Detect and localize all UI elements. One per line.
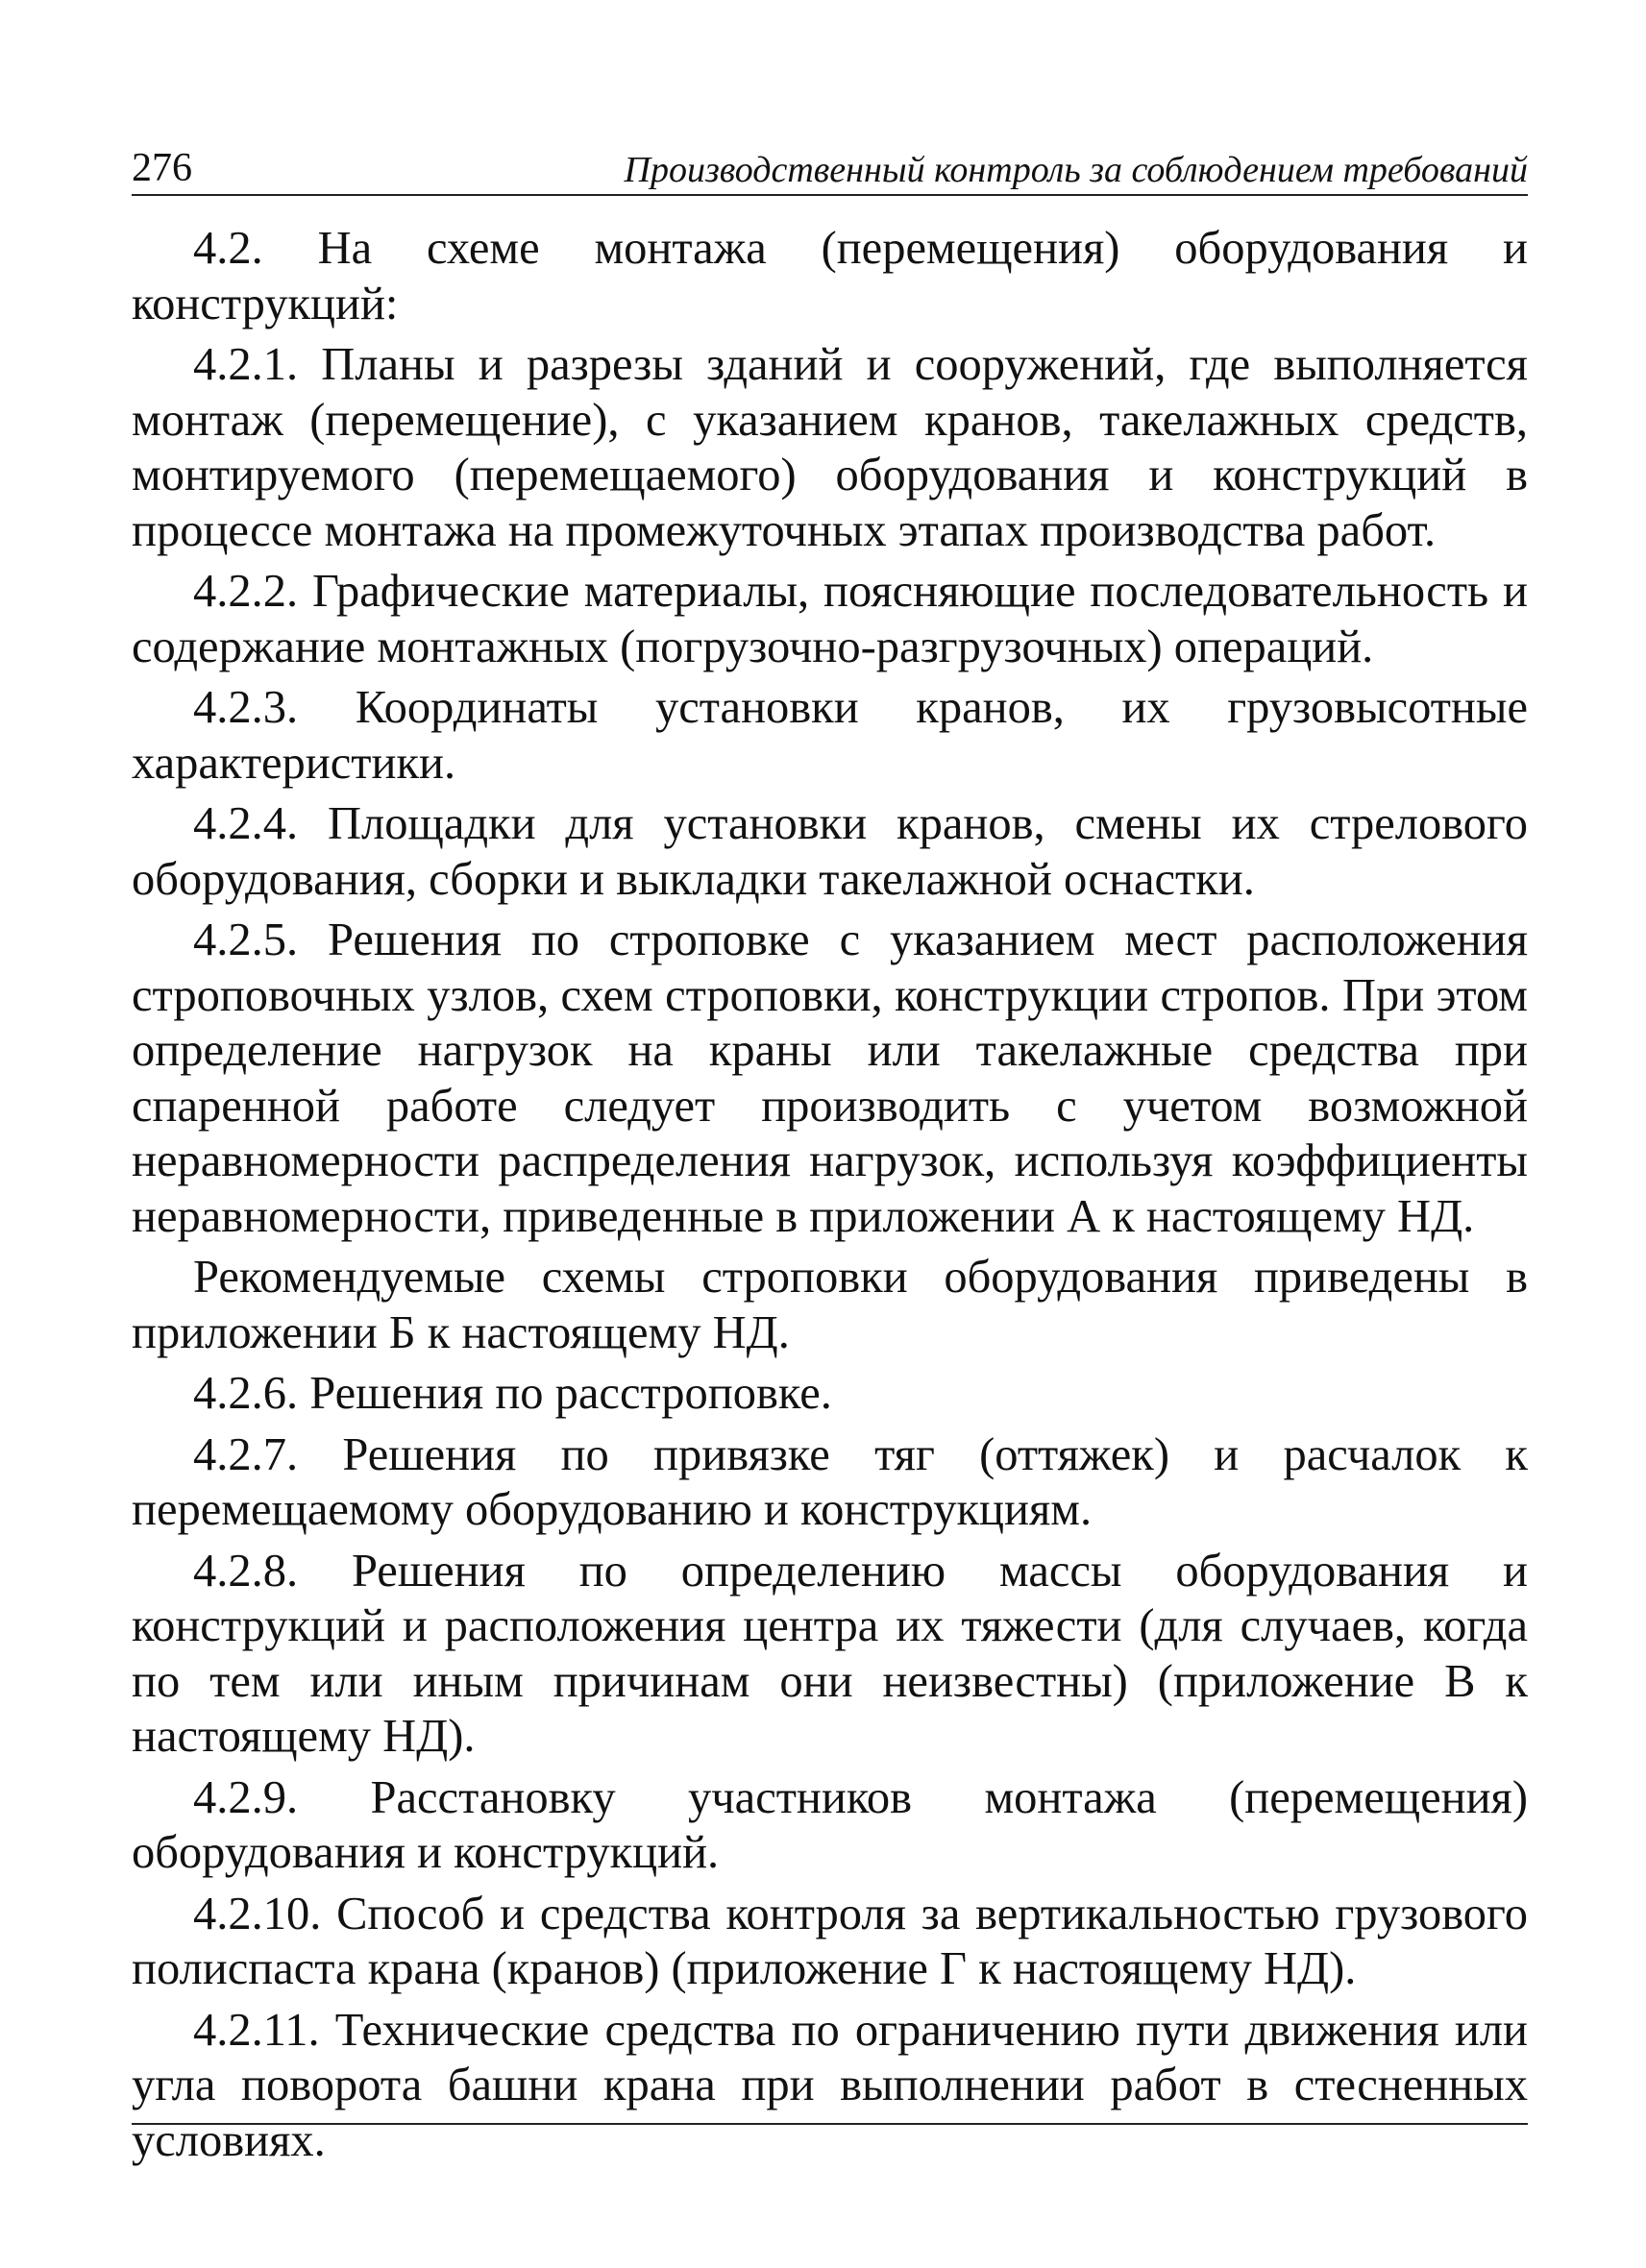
footer-rule bbox=[132, 2123, 1528, 2125]
paragraph-recommended-slinging: Рекомендуемые схемы строповки оборудования приведены в приложении Б к настоящему НД. bbox=[132, 1252, 1528, 1358]
page-number: 276 bbox=[132, 146, 192, 190]
book-page bbox=[132, 134, 1528, 2174]
paragraph-4-2-4: 4.2.4. Площадки для установки кранов, смены их стрелового оборудования, сборки и выкладки такелажной оснастки. bbox=[132, 798, 1528, 905]
page-header bbox=[132, 134, 1528, 196]
paragraph-4-2-10: 4.2.10. Способ и средства контроля за вертикальностью грузового полиспаста крана (кранов) (приложение Г к настоящему НД). bbox=[132, 1888, 1528, 1994]
paragraph-4-2-2: 4.2.2. Графические материалы, поясняющие последовательность и содержание монтажных (погрузочно-разгрузочных) операций. bbox=[132, 566, 1528, 672]
paragraph-4-2-1: 4.2.1. Планы и разрезы зданий и сооружений, где выполняется монтаж (перемещение), с указанием кранов, такелажных средств, монтируемого (перемещаемого) оборудования и конструкций в процессе монтажа на промежуточных этапах производства работ. bbox=[132, 339, 1528, 556]
body-text bbox=[132, 221, 1528, 2168]
paragraph-4-2-8: 4.2.8. Решения по определению массы оборудования и конструкций и расположения центра их тяжести (для случаев, когда по тем или иным причинам они неизвестны) (приложение В к настоящему НД). bbox=[132, 1545, 1528, 1762]
paragraph-4-2-7: 4.2.7. Решения по привязке тяг (оттяжек) и расчалок к перемещаемому оборудованию и конструкциям. bbox=[132, 1428, 1528, 1535]
paragraph-4-2-3: 4.2.3. Координаты установки кранов, их грузовысотные характеристики. bbox=[132, 682, 1528, 789]
paragraph-4-2-5: 4.2.5. Решения по строповке с указанием мест расположения строповочных узлов, схем строповки, конструкции стропов. При этом определение нагрузок на краны или такелажные средства при спаренной работе следует производить с учетом возможной неравномерности распределения нагрузок, используя коэффициенты неравномерности, приведенные в приложении А к настоящему НД. bbox=[132, 915, 1528, 1242]
running-title: Производственный контроль за соблюдением требований bbox=[624, 150, 1528, 190]
paragraph-4-2: 4.2. На схеме монтажа (перемещения) оборудования и конструкций: bbox=[132, 223, 1528, 329]
paragraph-4-2-6: 4.2.6. Решения по расстроповке. bbox=[193, 1368, 832, 1419]
paragraph-4-2-9: 4.2.9. Расстановку участников монтажа (перемещения) оборудования и конструкций. bbox=[132, 1771, 1528, 1878]
paragraph-4-2-11: 4.2.11. Технические средства по ограничению пути движения или угла поворота башни крана при выполнении работ в стесненных условиях. bbox=[132, 2004, 1528, 2166]
